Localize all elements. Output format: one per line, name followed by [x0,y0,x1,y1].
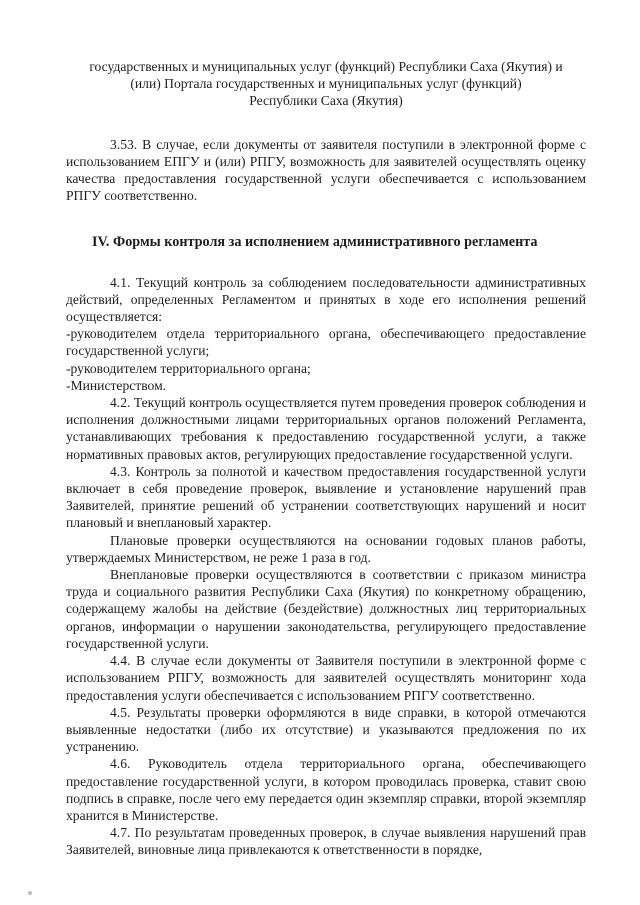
paragraph-4-2: 4.2. Текущий контроль осуществляется путем проведения проверок соблюдения и исполнения должностными лицами территориальных органов положений Регламента, устанавливающих требования к предоставлению государственной услуги, а также нормативных правовых актов, регулирующих предоставление государственной услуги. [66,395,586,462]
paragraph-4-4: 4.4. В случае если документы от Заявителя поступили в электронной форме с использованием РПГУ, возможность для заявителей осуществлять мониторинг хода предоставления услуги обеспечивается с использованием РПГУ соответственно. [66,653,586,703]
paragraph-4-1: 4.1. Текущий контроль за соблюдением последовательности административных действий, определенных Регламентом и принятых в ходе его исполнения решений осуществляется: [66,274,586,325]
paragraph-4-3: 4.3. Контроль за полнотой и качеством предоставления государственной услуги включает в себя проведение проверок, выявление и установление нарушений прав Заявителей, принятие решений об устранении соответствующих нарушений и носит плановый и внеплановый характер. [66,463,586,531]
paragraph-4-7: 4.7. По результатам проведенных проверок, в случае выявления нарушений прав Заявителей, виновные лица привлекаются к ответственности в порядке, [66,825,586,858]
list-item-2: -руководителем территориального органа; [66,360,311,376]
paragraph-4-3-planned: Плановые проверки осуществляются на основании годовых планов работы, утверждаемых Министерством, не реже 1 раза в год. [66,532,586,565]
header-line-1: государственных и муниципальных услуг (функций) Республики Саха (Якутия) и [89,59,563,74]
scan-speck [28,891,32,895]
paragraph-4-3-unplanned: Внеплановые проверки осуществляются в соответствии с приказом министра труда и социального развития Республики Саха (Якутия) по конкретному обращению, содержащему жалобы на действие (бездействие) должностных лиц территориальных органов, информации о нарушении законодательства, регулирующего предоставление государственной услуги. [66,567,586,651]
header-line-3: Республики Саха (Якутия) [249,93,403,109]
paragraph-3-53: 3.53. В случае, если документы от заявителя поступили в электронной форме с использованием ЕПГУ и (или) РПГУ, возможность для заявителей осуществлять оценку качества предоставления государственной услуги обеспечивается с использованием РПГУ соответственно. [66,136,586,204]
section-title: IV. Формы контроля за исполнением административного регламента [92,234,538,251]
list-item-1: -руководителем отдела территориального органа, обеспечивающего предоставление государственной услуги; [66,326,586,359]
paragraph-4-5: 4.5. Результаты проверки оформляются в виде справки, в которой отмечаются выявленные недостатки (либо их отсутствие) и указываются предложения по их устранению. [66,704,586,755]
header-line-2: (или) Портала государственных и муниципальных услуг (функций) [130,76,522,92]
list-item-3: -Министерством. [66,377,167,393]
header-block [66,58,586,110]
paragraph-4-6: 4.6. Руководитель отдела территориального органа, обеспечивающего предоставление государственной услуги, в котором проводилась проверка, ставит свою подпись в справке, после чего ему передается один экземпляр справки, второй экземпляр хранится в Министерстве. [66,756,586,823]
